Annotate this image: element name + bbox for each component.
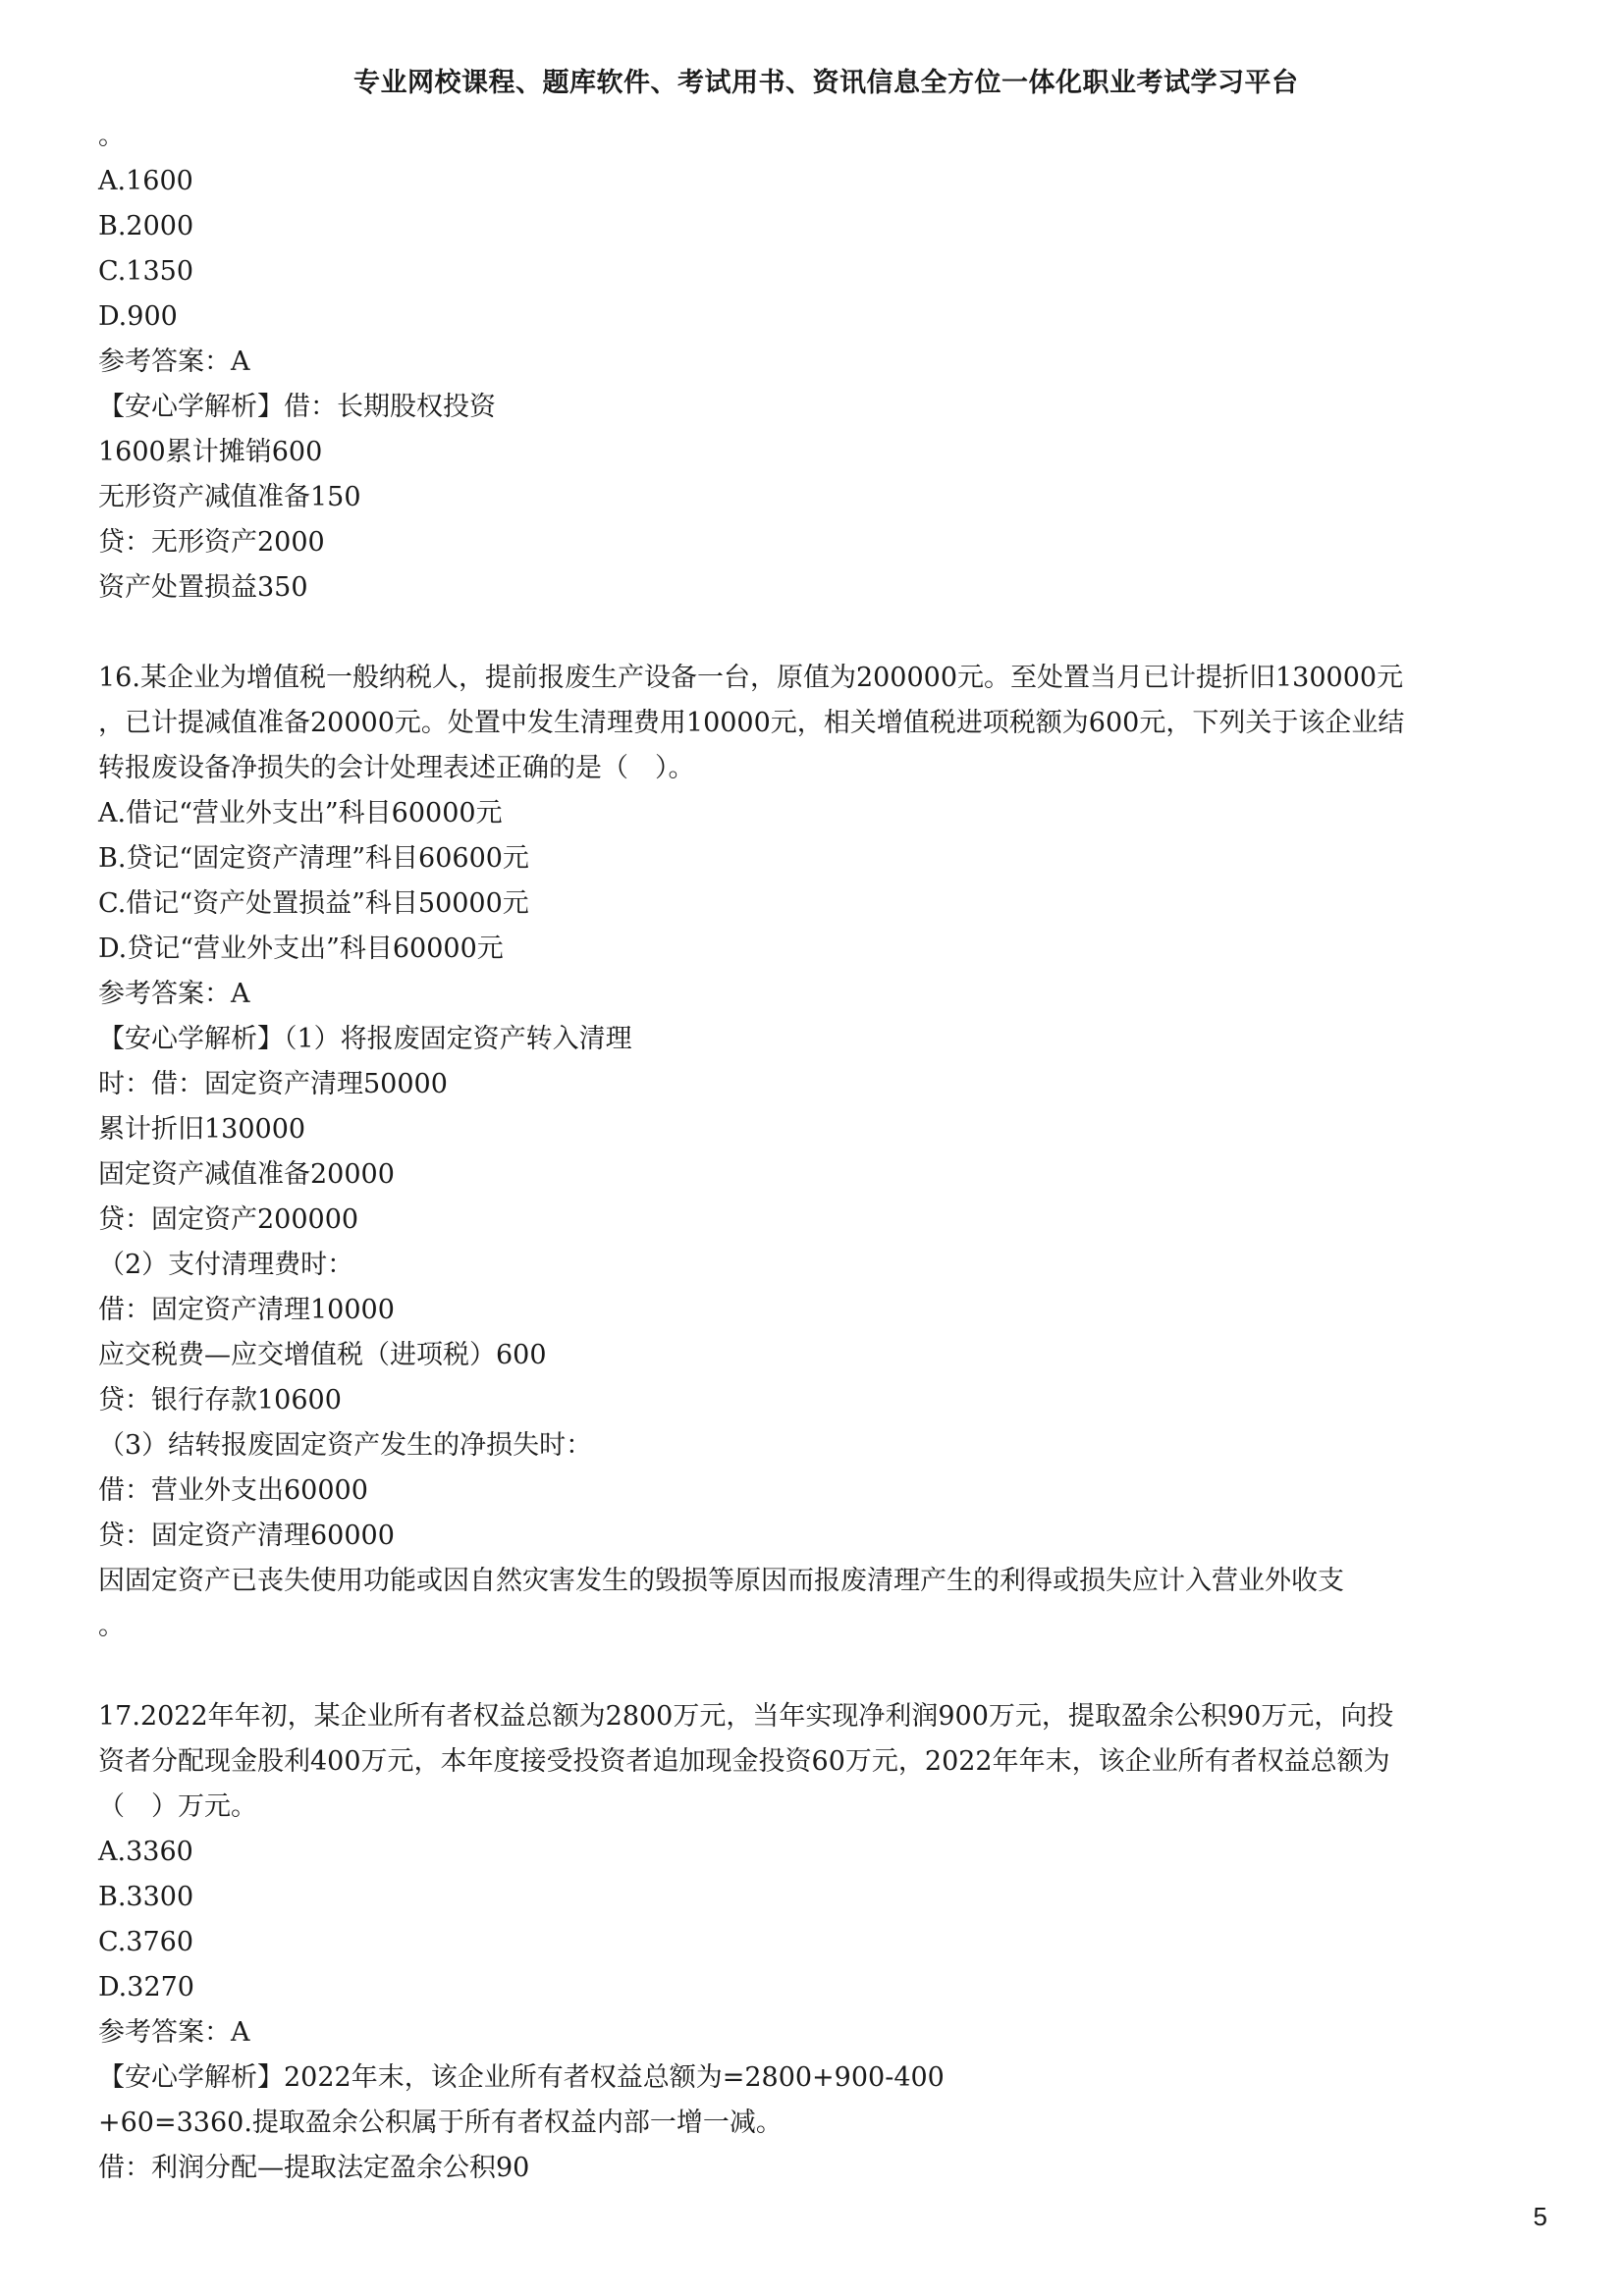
- text-line: 贷：无形资产2000: [98, 527, 325, 558]
- document-body: [98, 114, 1542, 2191]
- text-line: 借：营业外支出60000: [98, 1475, 368, 1506]
- text-line: 1600累计摊销600: [98, 437, 323, 467]
- text-line: 【安心学解析】（1）将报废固定资产转入清理: [98, 1024, 632, 1054]
- text-line: B.3300: [98, 1882, 194, 1912]
- text-line: +60=3360.提取盈余公积属于所有者权益内部一增一减。: [98, 2108, 783, 2138]
- text-line: 借：利润分配—提取法定盈余公积90: [98, 2153, 530, 2183]
- header-title: 专业网校课程、题库软件、考试用书、资讯信息全方位一体化职业考试学习平台: [353, 68, 1299, 98]
- text-line: D.900: [98, 301, 178, 332]
- text-line: 参考答案：A: [98, 2017, 250, 2048]
- text-line: 转报废设备净损失的会计处理表述正确的是（ ）。: [98, 753, 695, 783]
- text-line: 贷：固定资产清理60000: [98, 1521, 395, 1551]
- text-line: 应交税费—应交增值税（进项税）600: [98, 1340, 547, 1370]
- text-line: A.1600: [98, 166, 193, 196]
- text-line: 借：固定资产清理10000: [98, 1295, 395, 1325]
- text-line: B.2000: [98, 211, 194, 241]
- text-line: D.3270: [98, 1972, 194, 2002]
- text-line: ，已计提减值准备20000元。处置中发生清理费用10000元，相关增值税进项税额为600元，下列关于该企业结: [98, 708, 1405, 738]
- paragraph-gap: [98, 1649, 1542, 1694]
- question-block: [98, 656, 1542, 1649]
- text-line: 资产处置损益350: [98, 572, 308, 603]
- text-line: （ ）万元。: [98, 1791, 257, 1822]
- paragraph-gap: [98, 611, 1542, 656]
- text-line: B.贷记“固定资产清理”科目60600元: [98, 843, 529, 874]
- text-line: 贷：固定资产200000: [98, 1204, 359, 1235]
- text-line: 。: [98, 121, 125, 151]
- text-line: 因固定资产已丧失使用功能或因自然灾害发生的毁损等原因而报废清理产生的利得或损失应计入营业外收支: [98, 1566, 1344, 1596]
- text-line: 【安心学解析】2022年末，该企业所有者权益总额为=2800+900-400: [98, 2062, 945, 2093]
- text-line: C.3760: [98, 1927, 193, 1957]
- text-line: 【安心学解析】借：长期股权投资: [98, 392, 496, 422]
- text-line: 固定资产减值准备20000: [98, 1159, 395, 1190]
- text-line: 累计折旧130000: [98, 1114, 306, 1145]
- text-line: 参考答案：A: [98, 979, 250, 1009]
- text-line: C.1350: [98, 256, 193, 287]
- text-line: A.借记“营业外支出”科目60000元: [98, 798, 503, 828]
- text-line: 无形资产减值准备150: [98, 482, 361, 512]
- text-line: 参考答案：A: [98, 347, 250, 377]
- text-line: 贷：银行存款10600: [98, 1385, 342, 1415]
- text-line: （2）支付清理费时：: [98, 1250, 354, 1280]
- text-line: 资者分配现金股利400万元，本年度接受投资者追加现金投资60万元，2022年年末，该企业所有者权益总额为: [98, 1746, 1390, 1777]
- text-line: C.借记“资产处置损益”科目50000元: [98, 888, 529, 919]
- question-block: [98, 1694, 1542, 2191]
- question-block: [98, 114, 1542, 611]
- text-line: D.贷记“营业外支出”科目60000元: [98, 934, 504, 964]
- text-line: 。: [98, 1611, 125, 1641]
- text-line: 时：借：固定资产清理50000: [98, 1069, 448, 1099]
- text-line: 17.2022年年初，某企业所有者权益总额为2800万元，当年实现净利润900万元，提取盈余公积90万元，向投: [98, 1701, 1394, 1732]
- text-line: （3）结转报废固定资产发生的净损失时：: [98, 1430, 593, 1461]
- text-line: A.3360: [98, 1837, 193, 1867]
- text-line: 16.某企业为增值税一般纳税人，提前报废生产设备一台，原值为200000元。至处置当月已计提折旧130000元: [98, 663, 1404, 693]
- page-number: 5: [1533, 2202, 1547, 2231]
